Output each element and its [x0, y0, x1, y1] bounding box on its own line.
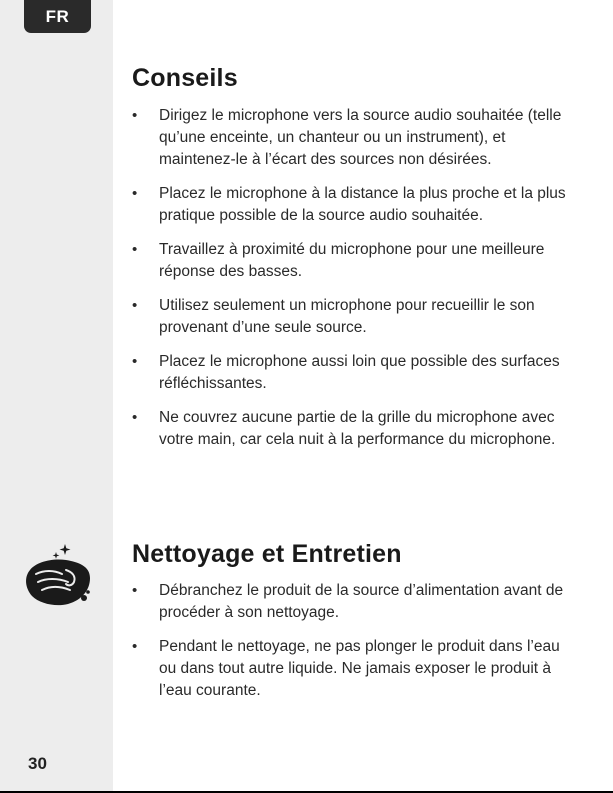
section-conseils: [132, 64, 572, 463]
bullet-icon: •: [132, 353, 138, 370]
language-tab: FR: [24, 0, 91, 33]
section-title: Conseils: [132, 64, 238, 92]
list-item: [132, 183, 572, 227]
left-margin-band: [0, 0, 113, 793]
tips-list: [132, 105, 572, 451]
cleaning-list: [132, 580, 572, 702]
bullet-icon: •: [132, 582, 138, 599]
list-item-text: Utilisez seulement un microphone pour recueillir le son provenant d’une seule source.: [159, 297, 535, 336]
bullet-icon: •: [132, 297, 138, 314]
list-item: [132, 239, 572, 283]
list-item-text: Pendant le nettoyage, ne pas plonger le produit dans l’eau ou dans tout autre liquide. Ne jamais exposer le produit à l’eau courante.: [159, 638, 560, 699]
list-item-text: Ne couvrez aucune partie de la grille du microphone avec votre main, car cela nuit à la performance du microphone.: [159, 409, 556, 448]
list-item: [132, 295, 572, 339]
list-item-text: Dirigez le microphone vers la source audio souhaitée (telle qu’une enceinte, un chanteur ou un instrument), et maintenez-le à l’écart des sources non désirées.: [159, 107, 562, 168]
section-title: Nettoyage et Entretien: [132, 540, 402, 568]
list-item-text: Placez le microphone à la distance la plus proche et la plus pratique possible de la source audio souhaitée.: [159, 185, 566, 224]
cleaning-hand-icon: [22, 540, 94, 612]
list-item: [132, 351, 572, 395]
bullet-icon: •: [132, 107, 138, 124]
page-number: 30: [28, 754, 47, 773]
list-item-text: Travaillez à proximité du microphone pour une meilleure réponse des basses.: [159, 241, 545, 280]
bullet-icon: •: [132, 185, 138, 202]
list-item: [132, 636, 572, 702]
list-item-text: Placez le microphone aussi loin que possible des surfaces réfléchissantes.: [159, 353, 560, 392]
bullet-icon: •: [132, 409, 138, 426]
list-item: [132, 580, 572, 624]
bullet-icon: •: [132, 638, 138, 655]
list-item-text: Débranchez le produit de la source d’alimentation avant de procéder à son nettoyage.: [159, 582, 564, 621]
section-nettoyage: [132, 540, 572, 714]
bullet-icon: •: [132, 241, 138, 258]
list-item: [132, 407, 572, 451]
list-item: [132, 105, 572, 171]
